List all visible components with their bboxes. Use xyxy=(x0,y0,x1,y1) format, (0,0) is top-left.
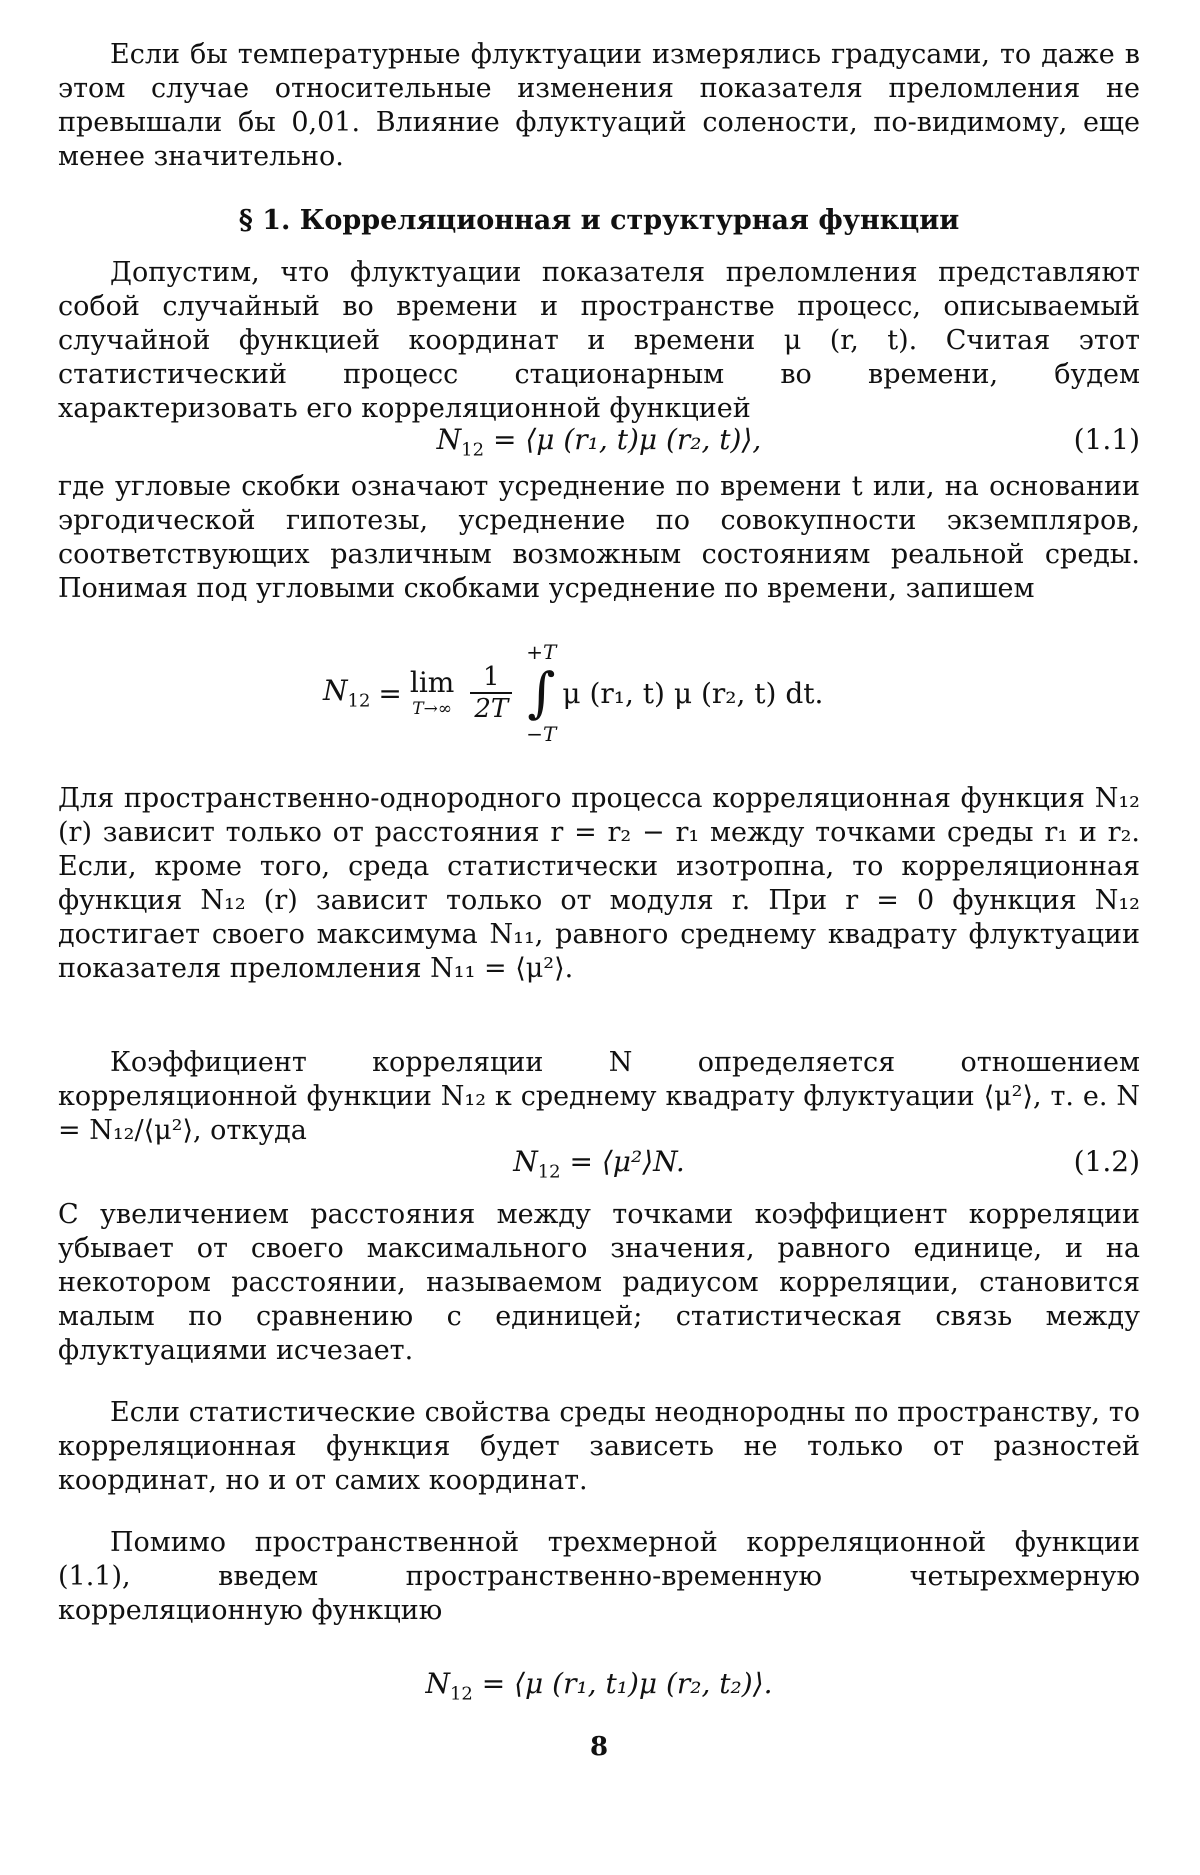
integral-lower-limit: −T xyxy=(526,722,557,746)
equation-final xyxy=(58,1664,1140,1704)
page-number: 8 xyxy=(589,1732,609,1762)
eq-1-2-lhs: N xyxy=(513,1145,538,1178)
limit-operator xyxy=(410,667,454,719)
eq-limit-equals: = xyxy=(378,676,402,710)
eq-final-lhs-sub: 12 xyxy=(449,1683,473,1705)
eq-limit-lhs: N xyxy=(323,674,348,708)
eq-1-2-lhs-sub: 12 xyxy=(537,1161,561,1183)
para-coefficient-block xyxy=(58,1046,1140,1148)
eq-1-1-lhs-sub: 12 xyxy=(461,439,485,461)
para-inhomogeneous-block xyxy=(58,1396,1140,1498)
paragraph-suppose: Допустим, что флуктуации показателя преломления представляют собой случайный во времени и пространстве процесс, описываемый случайной функцией координат и времени μ (r, t). Считая этот статистический процесс стационарным во времени, будем характеризовать его корреляционной функцией xyxy=(58,257,1140,424)
para-distance-block xyxy=(58,1198,1140,1368)
integral-sign xyxy=(526,641,556,745)
paragraph-inhomogeneous: Если статистические свойства среды неоднородны по пространству, то корреляционная функция будет зависеть не только от разностей координат, но и от самих координат. xyxy=(58,1397,1140,1496)
para-brackets-block xyxy=(58,470,1140,606)
integral-symbol-icon: ∫ xyxy=(527,661,556,724)
equation-limit xyxy=(58,628,1140,758)
eq-final-rhs: = ⟨μ (r₁, t₁)μ (r₂, t₂)⟩. xyxy=(472,1667,773,1700)
paragraph-fourdim: Помимо пространственной трехмерной корреляционной функции (1.1), введем пространственно-временную четырехмерную корреляционную функцию xyxy=(58,1527,1140,1626)
fraction xyxy=(470,662,512,724)
fraction-numerator: 1 xyxy=(483,662,500,692)
paragraph-homogeneous: Для пространственно-однородного процесса корреляционная функция N₁₂ (r) зависит только от расстояния r = r₂ − r₁ между точками среды r₁ и r₂. Если, кроме того, среда статистически изотропна, то корреляционная функция N₁₂ (r) зависит только от модуля r. При r = 0 функция N₁₂ достигает своего максимума N₁₁, равного среднему квадрату флуктуации показателя преломления N₁₁ = ⟨μ²⟩. xyxy=(58,783,1140,984)
eq-final-lhs: N xyxy=(425,1667,450,1700)
eq-1-1-rhs: = ⟨μ (r₁, t)μ (r₂, t)⟩, xyxy=(484,423,762,456)
equation-number-1-1: (1.1) xyxy=(1073,423,1140,456)
limit-word: lim xyxy=(409,666,455,699)
integrand: μ (r₁, t) μ (r₂, t) dt. xyxy=(562,676,824,710)
equation-1-2 xyxy=(58,1142,1140,1182)
intro-paragraph-block xyxy=(58,38,1140,174)
eq-1-1-lhs: N xyxy=(436,423,462,456)
equation-number-1-2: (1.2) xyxy=(1073,1145,1140,1178)
para-suppose-block xyxy=(58,256,1140,426)
para-homogeneous-block xyxy=(58,782,1140,986)
paragraph-coefficient: Коэффициент корреляции N определяется отношением корреляционной функции N₁₂ к среднему квадрату флуктуации ⟨μ²⟩, т. е. N = N₁₂/⟨μ²⟩, откуда xyxy=(58,1047,1140,1146)
paragraph-distance: С увеличением расстояния между точками коэффициент корреляции убывает от своего максимального значения, равного единице, и на некотором расстоянии, называемом радиусом корреляции, становится малым по сравнению с единицей; статистическая связь между флуктуациями исчезает. xyxy=(58,1199,1140,1366)
intro-paragraph: Если бы температурные флуктуации измерялись градусами, то даже в этом случае относительные изменения показателя преломления не превышали бы 0,01. Влияние флуктуаций солености, по-видимому, еще менее значительно. xyxy=(58,39,1140,172)
section-heading: § 1. Корреляционная и структурная функции xyxy=(238,205,960,236)
fraction-denominator: 2T xyxy=(470,692,512,724)
eq-1-2-rhs: = ⟨μ²⟩N. xyxy=(560,1145,685,1178)
para-fourdim-block xyxy=(58,1526,1140,1628)
limit-subscript: T→∞ xyxy=(412,699,452,719)
equation-1-1 xyxy=(58,420,1140,460)
integral-upper-limit: +T xyxy=(526,640,557,664)
paragraph-brackets: где угловые скобки означают усреднение по времени t или, на основании эргодической гипотезы, усреднение по совокупности экземпляров, соответствующих различным возможным состояниям реальной среды. Понимая под угловыми скобками усреднение по времени, запишем xyxy=(58,471,1140,604)
eq-limit-lhs-sub: 12 xyxy=(347,690,371,712)
